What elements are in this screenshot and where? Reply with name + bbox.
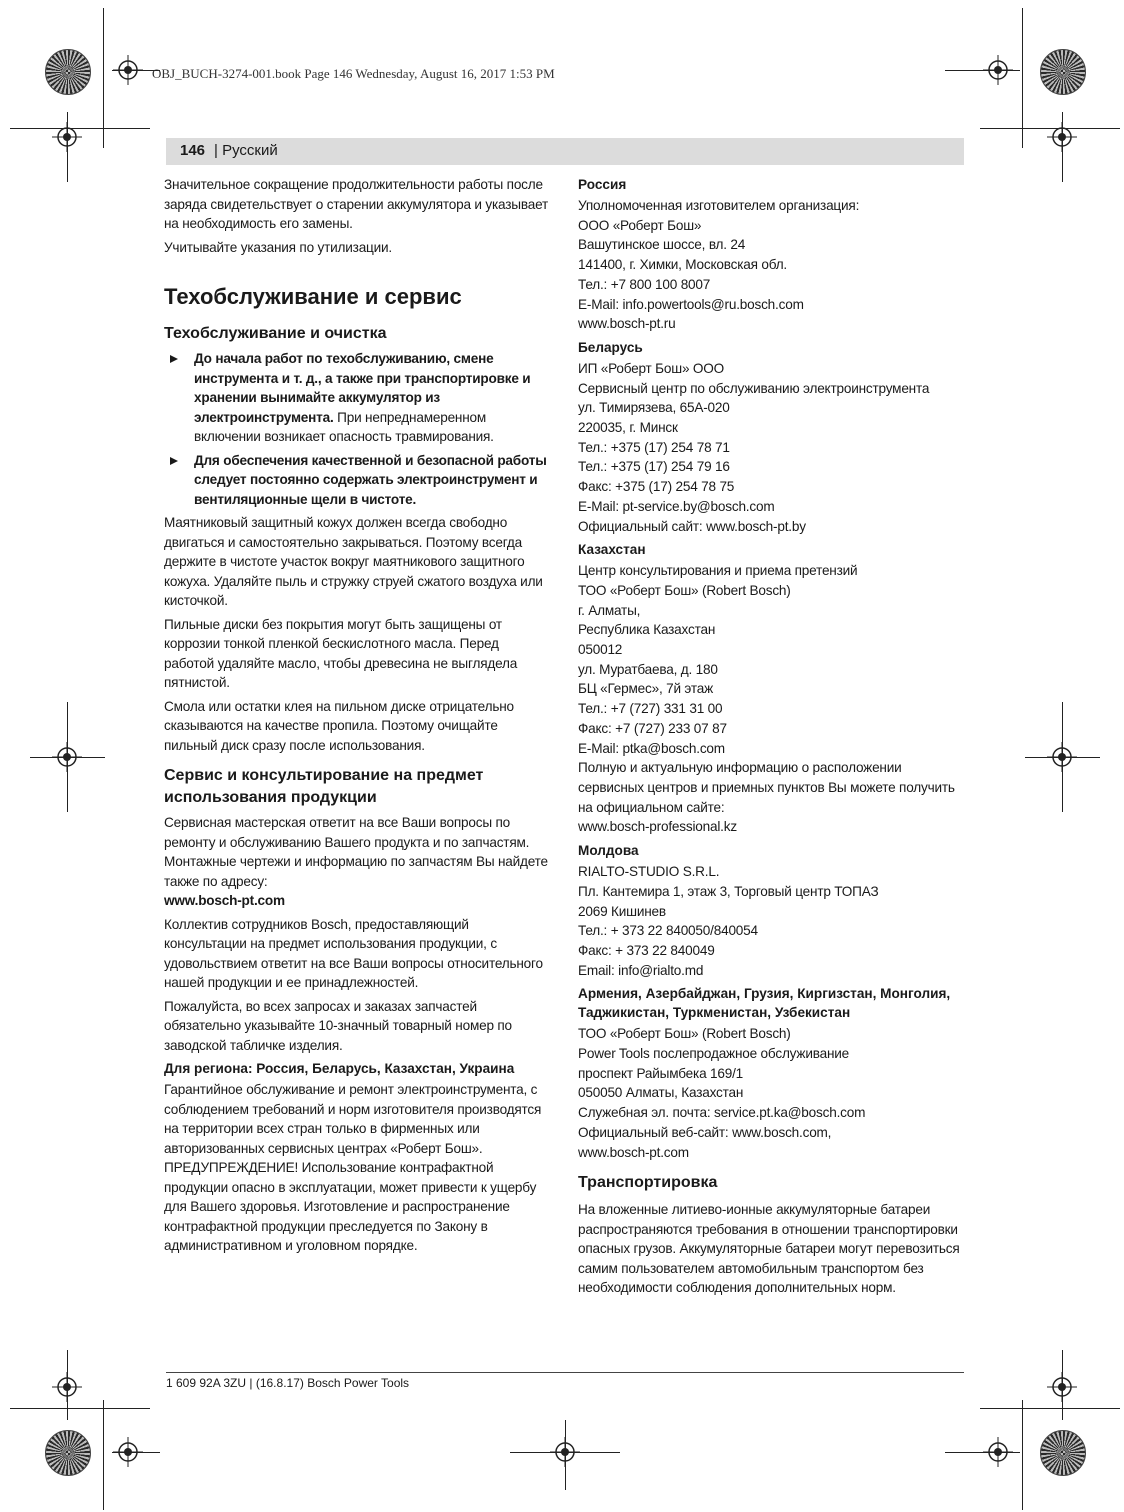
address-line: 050012 [578,642,623,658]
address-line: 2069 Кишинев [578,903,666,919]
bullet-triangle-icon [170,355,178,363]
crosshair-icon [113,55,143,85]
address-line: ул. Муратбаева, д. 180 [578,661,718,677]
address-line: RIALTO-STUDIO S.R.L. [578,864,720,880]
crosshair-icon [1047,122,1077,152]
paragraph: Учитывайте указания по утилизации. [164,239,393,255]
address-line: 220035, г. Минск [578,420,678,436]
address-line: Тел.: + 373 22 840050/840054 [578,923,758,939]
address-line: Power Tools послепродажное обслуживание [578,1046,850,1062]
crosshair-icon [1047,1372,1077,1402]
address-line: Тел.: +375 (17) 254 79 16 [578,459,730,475]
country-heading-moldova: Молдова [578,843,639,859]
country-heading-armenia-group: Армения, Азербайджан, Грузия, Киргизстан, Монголия, Таджикистан, Туркменистан, Узбекистан [578,986,951,1021]
address-line: Вашутинское шоссе, вл. 24 [578,237,746,253]
crosshair-icon [983,55,1013,85]
trim-line-bottom-left-v [103,1400,104,1510]
footer-text: 1 609 92A 3ZU | (16.8.17) Bosch Power Tools [166,1376,410,1390]
address-line: Официальный веб-сайт: www.bosch.com, [578,1124,832,1140]
registration-rosette-icon [1040,1430,1086,1476]
address-armenia-group [578,1024,966,1162]
address-moldova [578,862,966,980]
country-heading-kazakhstan: Казахстан [578,542,646,558]
address-line: Email: info@rialto.md [578,962,704,978]
footer-rule [166,1372,964,1373]
crosshair-icon [983,1437,1013,1467]
region-heading: Для региона: Россия, Беларусь, Казахстан, Украина [164,1061,515,1076]
address-line: E-Mail: pt-service.by@bosch.com [578,498,775,514]
address-line: Уполномоченная изготовителем организация: [578,198,860,213]
subsection-heading: Сервис и консультирование на предмет использования продукции [164,767,484,806]
paragraph: Значительное сокращение продолжительности работы после заряда свидетельствует о старении аккумулятора и указывает на необходимость его замены. [164,177,548,231]
address-line: Тел.: +7 800 100 8007 [578,276,711,292]
address-line: 050050 Алматы, Казахстан [578,1085,744,1101]
crosshair-icon [550,1437,580,1467]
crosshair-icon [1047,742,1077,772]
address-line: Официальный сайт: www.bosch-pt.by [578,518,806,534]
section-name: | Русский [214,142,278,159]
address-line: Факс: +7 (727) 233 07 87 [578,720,727,736]
paragraph: Коллектив сотрудников Bosch, предоставляющий консультации на предмет использования продукции, с удовольствием ответит на все Ваши вопросы относительного нашей продукции и ее принадлежностей. [164,916,543,990]
service-url: www.bosch-pt.com [164,893,285,908]
address-line: Факс: +375 (17) 254 78 75 [578,479,735,495]
address-line: г. Алматы, [578,602,641,618]
address-line: Пл. Кантемира 1, этаж 3, Торговый центр ТОПАЗ [578,883,879,899]
bullet-bold-text: Для обеспечения качественной и безопасной работы следует постоянно содержать электроинструмент и вентиляционные щели в чистоте. [194,452,547,507]
address-line: ООО «Роберт Бош» [578,217,702,233]
trim-line-top-right-v [1022,8,1023,148]
subsection-heading: Техобслуживание и очистка [164,325,387,342]
address-line: Республика Казахстан [578,622,716,638]
trim-line-top-left-v [103,8,104,148]
address-line: E-Mail: info.powertools@ru.bosch.com [578,296,804,312]
registration-rosette-icon [45,49,91,95]
section-heading: Техобслуживание и сервис [164,284,462,309]
trim-line-bottom-left-h [10,1408,150,1409]
address-line: ТОО «Роберт Бош» (Robert Bosch) [578,1026,791,1042]
trim-line-bottom-right-h [980,1408,1120,1409]
paragraph: Пильные диски без покрытия могут быть защищены от коррозии тонкой пленкой бескислотного масла. Перед работой удаляйте масло, чтобы древесина не выглядела пятнистой. [164,616,518,690]
address-line: www.bosch-professional.kz [578,819,737,835]
country-heading-russia: Россия [578,177,627,192]
address-belarus [578,359,966,536]
address-kazakhstan [578,561,966,837]
registration-rosette-icon [45,1430,91,1476]
right-column [578,175,966,1302]
running-header [166,138,964,165]
address-line: БЦ «Гермес», 7й этаж [578,681,713,697]
paragraph: На вложенные литиево-ионные аккумуляторные батареи распространяются требования в отношении транспортировки опасных грузов. Аккумуляторные батареи могут перевозиться самим пользователем автомобильным транспортом без необходимости соблюдения дополнительных норм. [578,1202,960,1296]
subsection-heading: Транспортировка [578,1174,718,1192]
country-heading-belarus: Беларусь [578,339,643,355]
address-line: Центр консультирования и приема претензий [578,563,858,579]
registration-rosette-icon [1040,49,1086,95]
paragraph: Пожалуйста, во всех запросах и заказах запчастей обязательно указывайте 10-значный товарный номер по заводской табличке изделия. [164,998,512,1053]
paragraph: Сервисная мастерская ответит на все Ваши вопросы по ремонту и обслуживанию Вашего продукта и по запчастям. Монтажные чертежи и информацию по запчастям Вы найдете также по адресу: [164,815,548,889]
crosshair-icon [113,1437,143,1467]
address-line: Тел.: +7 (727) 331 31 00 [578,701,723,717]
crosshair-icon [52,1372,82,1402]
crosshair-icon [52,742,82,772]
address-line: Служебная эл. почта: service.pt.ka@bosch.com [578,1105,866,1121]
bullet-triangle-icon [170,457,178,465]
address-line: 141400, г. Химки, Московская обл. [578,257,788,273]
address-line: ул. Тимирязева, 65А-020 [578,400,730,416]
address-line: Полную и актуальную информацию о расположении сервисных центров и приемных пунктов Вы можете получить на официальном сайте: [578,760,955,815]
paragraph: Маятниковый защитный кожух должен всегда свободно двигаться и самостоятельно закрываться. Поэтому всегда держите в чистоте участок вокруг маятникового защитного кожуха. Удаляйте пыль и стружку струей сжатого воздуха или кисточкой. [164,515,543,608]
left-column [164,175,552,1260]
bullet-bold-text: До начала работ по техобслуживанию, смене инструмента и т. д., а также при транспортировке и хранении вынимайте аккумулятор из электроинструмента. [194,351,531,425]
address-russia [578,196,966,334]
address-line: ТОО «Роберт Бош» (Robert Bosch) [578,582,791,598]
print-slug: OBJ_BUCH-3274-001.book Page 146 Wednesday, August 16, 2017 1:53 PM [152,66,555,81]
page-number: 146 [180,142,206,159]
address-line: www.bosch-pt.com [578,1144,689,1160]
address-line: Тел.: +375 (17) 254 78 71 [578,439,730,455]
address-line: Факс: + 373 22 840049 [578,942,715,958]
crosshair-icon [52,122,82,152]
paragraph: Гарантийное обслуживание и ремонт электроинструмента, с соблюдением требований и норм изготовителя производятся на территории всех стран только в фирменных или авторизованных сервисных центрах «Роберт Бош». ПРЕДУПРЕЖДЕНИЕ! Использование контрафактной продукции опасно в эксплуатации, может привести к ущербу для Вашего здоровья. Изготовление и распространение контрафактной продукции преследуется по Закону в административном и уголовном порядке. [164,1082,542,1253]
address-line: ИП «Роберт Бош» ООО [578,360,725,376]
trim-line-bottom-right-v [1022,1400,1023,1510]
paragraph: Смола или остатки клея на пильном диске отрицательно сказываются на качестве пропила. Поэтому очищайте пильный диск сразу после использования. [164,698,514,753]
bullet-item [164,349,552,447]
address-line: проспект Райымбека 169/1 [578,1065,744,1081]
bullet-item [164,451,552,510]
bullet-text: При непреднамеренном включении возникает опасность травмирования. [194,409,494,444]
address-line: www.bosch-pt.ru [578,316,676,332]
address-line: Сервисный центр по обслуживанию электроинструмента [578,380,930,396]
address-line: E-Mail: ptka@bosch.com [578,740,725,756]
